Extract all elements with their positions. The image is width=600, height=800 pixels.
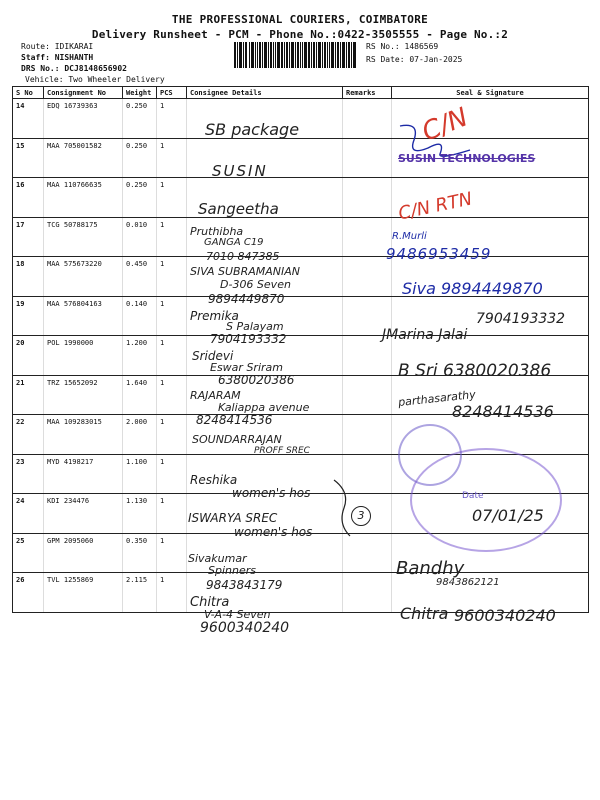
handwritten-consignee: women's hos (234, 525, 313, 539)
handwritten-sig: C/N RTN (396, 188, 475, 225)
rs-date: RS Date: 07-Jan-2025 (366, 55, 463, 64)
route-label: Route: IDIKARAI (21, 42, 94, 51)
handwritten-consignee: PROFF SREC (254, 446, 310, 456)
remarks-cell (343, 415, 392, 455)
handwritten-consignee: ISWARYA SREC (188, 511, 278, 525)
consignment-cell: TRZ 15652092 (44, 375, 123, 415)
weight-cell: 0.450 (123, 257, 157, 297)
seal-stamp (410, 448, 562, 552)
handwritten-consignee: Eswar Sriram (210, 361, 283, 374)
handwritten-consignee: Reshika (190, 473, 238, 487)
rs-number: RS No.: 1486569 (366, 42, 439, 51)
handwritten-consignee: Sangeetha (198, 200, 279, 218)
runsheet-subtitle: Delivery Runsheet - PCM - Phone No.:0422-3505555 - Page No.:2 (91, 28, 509, 41)
pcs-cell: 1 (157, 454, 187, 494)
handwritten-consignee: Chitra (190, 595, 230, 610)
consignment-cell: MAA 575673220 (44, 257, 123, 297)
consignment-cell: EDQ 16739363 (44, 99, 123, 139)
sno-cell: 15 (13, 138, 44, 178)
handwritten-sig: Chitra (400, 604, 449, 623)
sno-cell: 21 (13, 375, 44, 415)
weight-cell: 0.350 (123, 533, 157, 573)
table-row (13, 178, 589, 218)
handwritten-sig: JMarina Jalai (382, 327, 468, 343)
consignment-cell: TCG 50788175 (44, 217, 123, 257)
remarks-cell (343, 217, 392, 257)
handwritten-sig: 8248414536 (452, 402, 554, 421)
handwritten-consignee: 6380020386 (218, 373, 295, 387)
sno-cell: 24 (13, 494, 44, 534)
handwritten-sig: 9486953459 (386, 245, 492, 263)
table-row (13, 99, 589, 139)
handwritten-consignee: Sridevi (192, 349, 234, 363)
handwritten-consignee: 9600340240 (200, 620, 290, 636)
barcode-image (234, 42, 356, 68)
weight-cell: 1.130 (123, 494, 157, 534)
handwritten-consignee: SOUNDARRAJAN (192, 433, 282, 446)
staff-label: Staff: NISHANTH (21, 53, 94, 62)
sno-cell: 23 (13, 454, 44, 494)
handwritten-sig: B Sri 6380020386 (398, 361, 552, 381)
sno-cell: 19 (13, 296, 44, 336)
drs-number: DRS No.: DCJ8148656902 (21, 64, 127, 73)
consignment-cell: KDI 234476 (44, 494, 123, 534)
handwritten-consignee: Pruthibha (190, 225, 244, 238)
col-header-seal: Seal & Signature (392, 87, 589, 99)
remarks-cell (343, 178, 392, 218)
circled-count: 3 (351, 506, 371, 526)
table-header-row (13, 87, 589, 99)
handwritten-consignee: SB package (205, 120, 300, 139)
col-header-consignment: Consignment No (44, 87, 123, 99)
handwritten-sig: C/N (418, 102, 473, 148)
consignment-cell: MYD 4198217 (44, 454, 123, 494)
col-header-sno: S No (13, 87, 44, 99)
handwritten-consignee: S Palayam (226, 320, 284, 333)
sno-cell: 20 (13, 336, 44, 376)
weight-cell: 0.140 (123, 296, 157, 336)
company-title: THE PROFESSIONAL COURIERS, COIMBATORE (171, 13, 429, 26)
handwritten-consignee: Spinners (208, 564, 256, 577)
handwritten-consignee: women's hos (232, 486, 311, 500)
company-stamp: SUSIN TECHNOLOGIES (398, 152, 536, 165)
sno-cell: 25 (13, 533, 44, 573)
handwritten-sig: Siva 9894449870 (402, 279, 543, 298)
weight-cell: 1.200 (123, 336, 157, 376)
sno-cell: 14 (13, 99, 44, 139)
pcs-cell: 1 (157, 296, 187, 336)
col-header-pcs: PCS (157, 87, 187, 99)
handwritten-sig: Bandhy (396, 558, 465, 579)
weight-cell: 1.640 (123, 375, 157, 415)
remarks-cell (343, 257, 392, 297)
handwritten-sig: 07/01/25 (472, 506, 544, 525)
pcs-cell: 1 (157, 217, 187, 257)
sno-cell: 17 (13, 217, 44, 257)
vehicle-label: Vehicle: Two Wheeler Delivery (25, 75, 165, 84)
table-row (13, 217, 589, 257)
handwritten-sig: 7904193332 (476, 311, 566, 327)
pcs-cell: 1 (157, 415, 187, 455)
handwritten-sig: R.Murli (392, 231, 427, 242)
handwritten-consignee: SIVA SUBRAMANIAN (190, 265, 301, 278)
consignment-cell: GPM 2095060 (44, 533, 123, 573)
consignment-cell: MAA 576804163 (44, 296, 123, 336)
handwritten-sig: 9600340240 (454, 606, 556, 625)
handwritten-consignee: 7904193332 (210, 332, 287, 346)
bracket-mark (330, 478, 356, 538)
remarks-cell (343, 533, 392, 573)
weight-cell: 0.010 (123, 217, 157, 257)
handwritten-sig: 9843862121 (436, 577, 500, 588)
pcs-cell: 1 (157, 533, 187, 573)
handwritten-consignee: 9843843179 (206, 578, 283, 592)
weight-cell: 0.250 (123, 99, 157, 139)
consignment-cell: MAA 110766635 (44, 178, 123, 218)
sno-cell: 26 (13, 573, 44, 613)
weight-cell: 0.250 (123, 178, 157, 218)
pcs-cell: 1 (157, 375, 187, 415)
pcs-cell: 1 (157, 178, 187, 218)
weight-cell: 2.115 (123, 573, 157, 613)
handwritten-consignee: 9894449870 (208, 292, 285, 306)
remarks-cell (343, 375, 392, 415)
consignment-cell: MAA 109283015 (44, 415, 123, 455)
remarks-cell (343, 573, 392, 613)
handwritten-consignee: Sivakumar (188, 552, 247, 565)
handwritten-consignee: 8248414536 (196, 413, 273, 427)
sno-cell: 18 (13, 257, 44, 297)
sno-cell: 16 (13, 178, 44, 218)
consignment-cell: TVL 1255869 (44, 573, 123, 613)
weight-cell: 1.100 (123, 454, 157, 494)
pcs-cell: 1 (157, 336, 187, 376)
col-header-consignee: Consignee Details (187, 87, 343, 99)
handwritten-sig: parthasarathy (397, 387, 477, 410)
handwritten-consignee: 7010 847385 (206, 250, 280, 263)
weight-cell: 0.250 (123, 138, 157, 178)
handwritten-consignee: SUSIN (212, 162, 268, 180)
col-header-remarks: Remarks (343, 87, 392, 99)
handwritten-consignee: RAJARAM (190, 389, 241, 402)
handwritten-consignee: GANGA C19 (204, 237, 264, 248)
col-header-weight: Weight (123, 87, 157, 99)
pcs-cell: 1 (157, 494, 187, 534)
consignment-cell: MAA 705001582 (44, 138, 123, 178)
handwritten-consignee: Kaliappa avenue (218, 401, 310, 414)
handwritten-consignee: Premika (190, 309, 239, 323)
pcs-cell: 1 (157, 257, 187, 297)
handwritten-consignee: V-A-4 Seven (204, 608, 271, 621)
pcs-cell: 1 (157, 573, 187, 613)
consignment-cell: POL 1990000 (44, 336, 123, 376)
pcs-cell: 1 (157, 138, 187, 178)
weight-cell: 2.000 (123, 415, 157, 455)
pcs-cell: 1 (157, 99, 187, 139)
stamp-date-label: Date (462, 491, 484, 501)
handwritten-consignee: D-306 Seven (220, 278, 291, 291)
sno-cell: 22 (13, 415, 44, 455)
